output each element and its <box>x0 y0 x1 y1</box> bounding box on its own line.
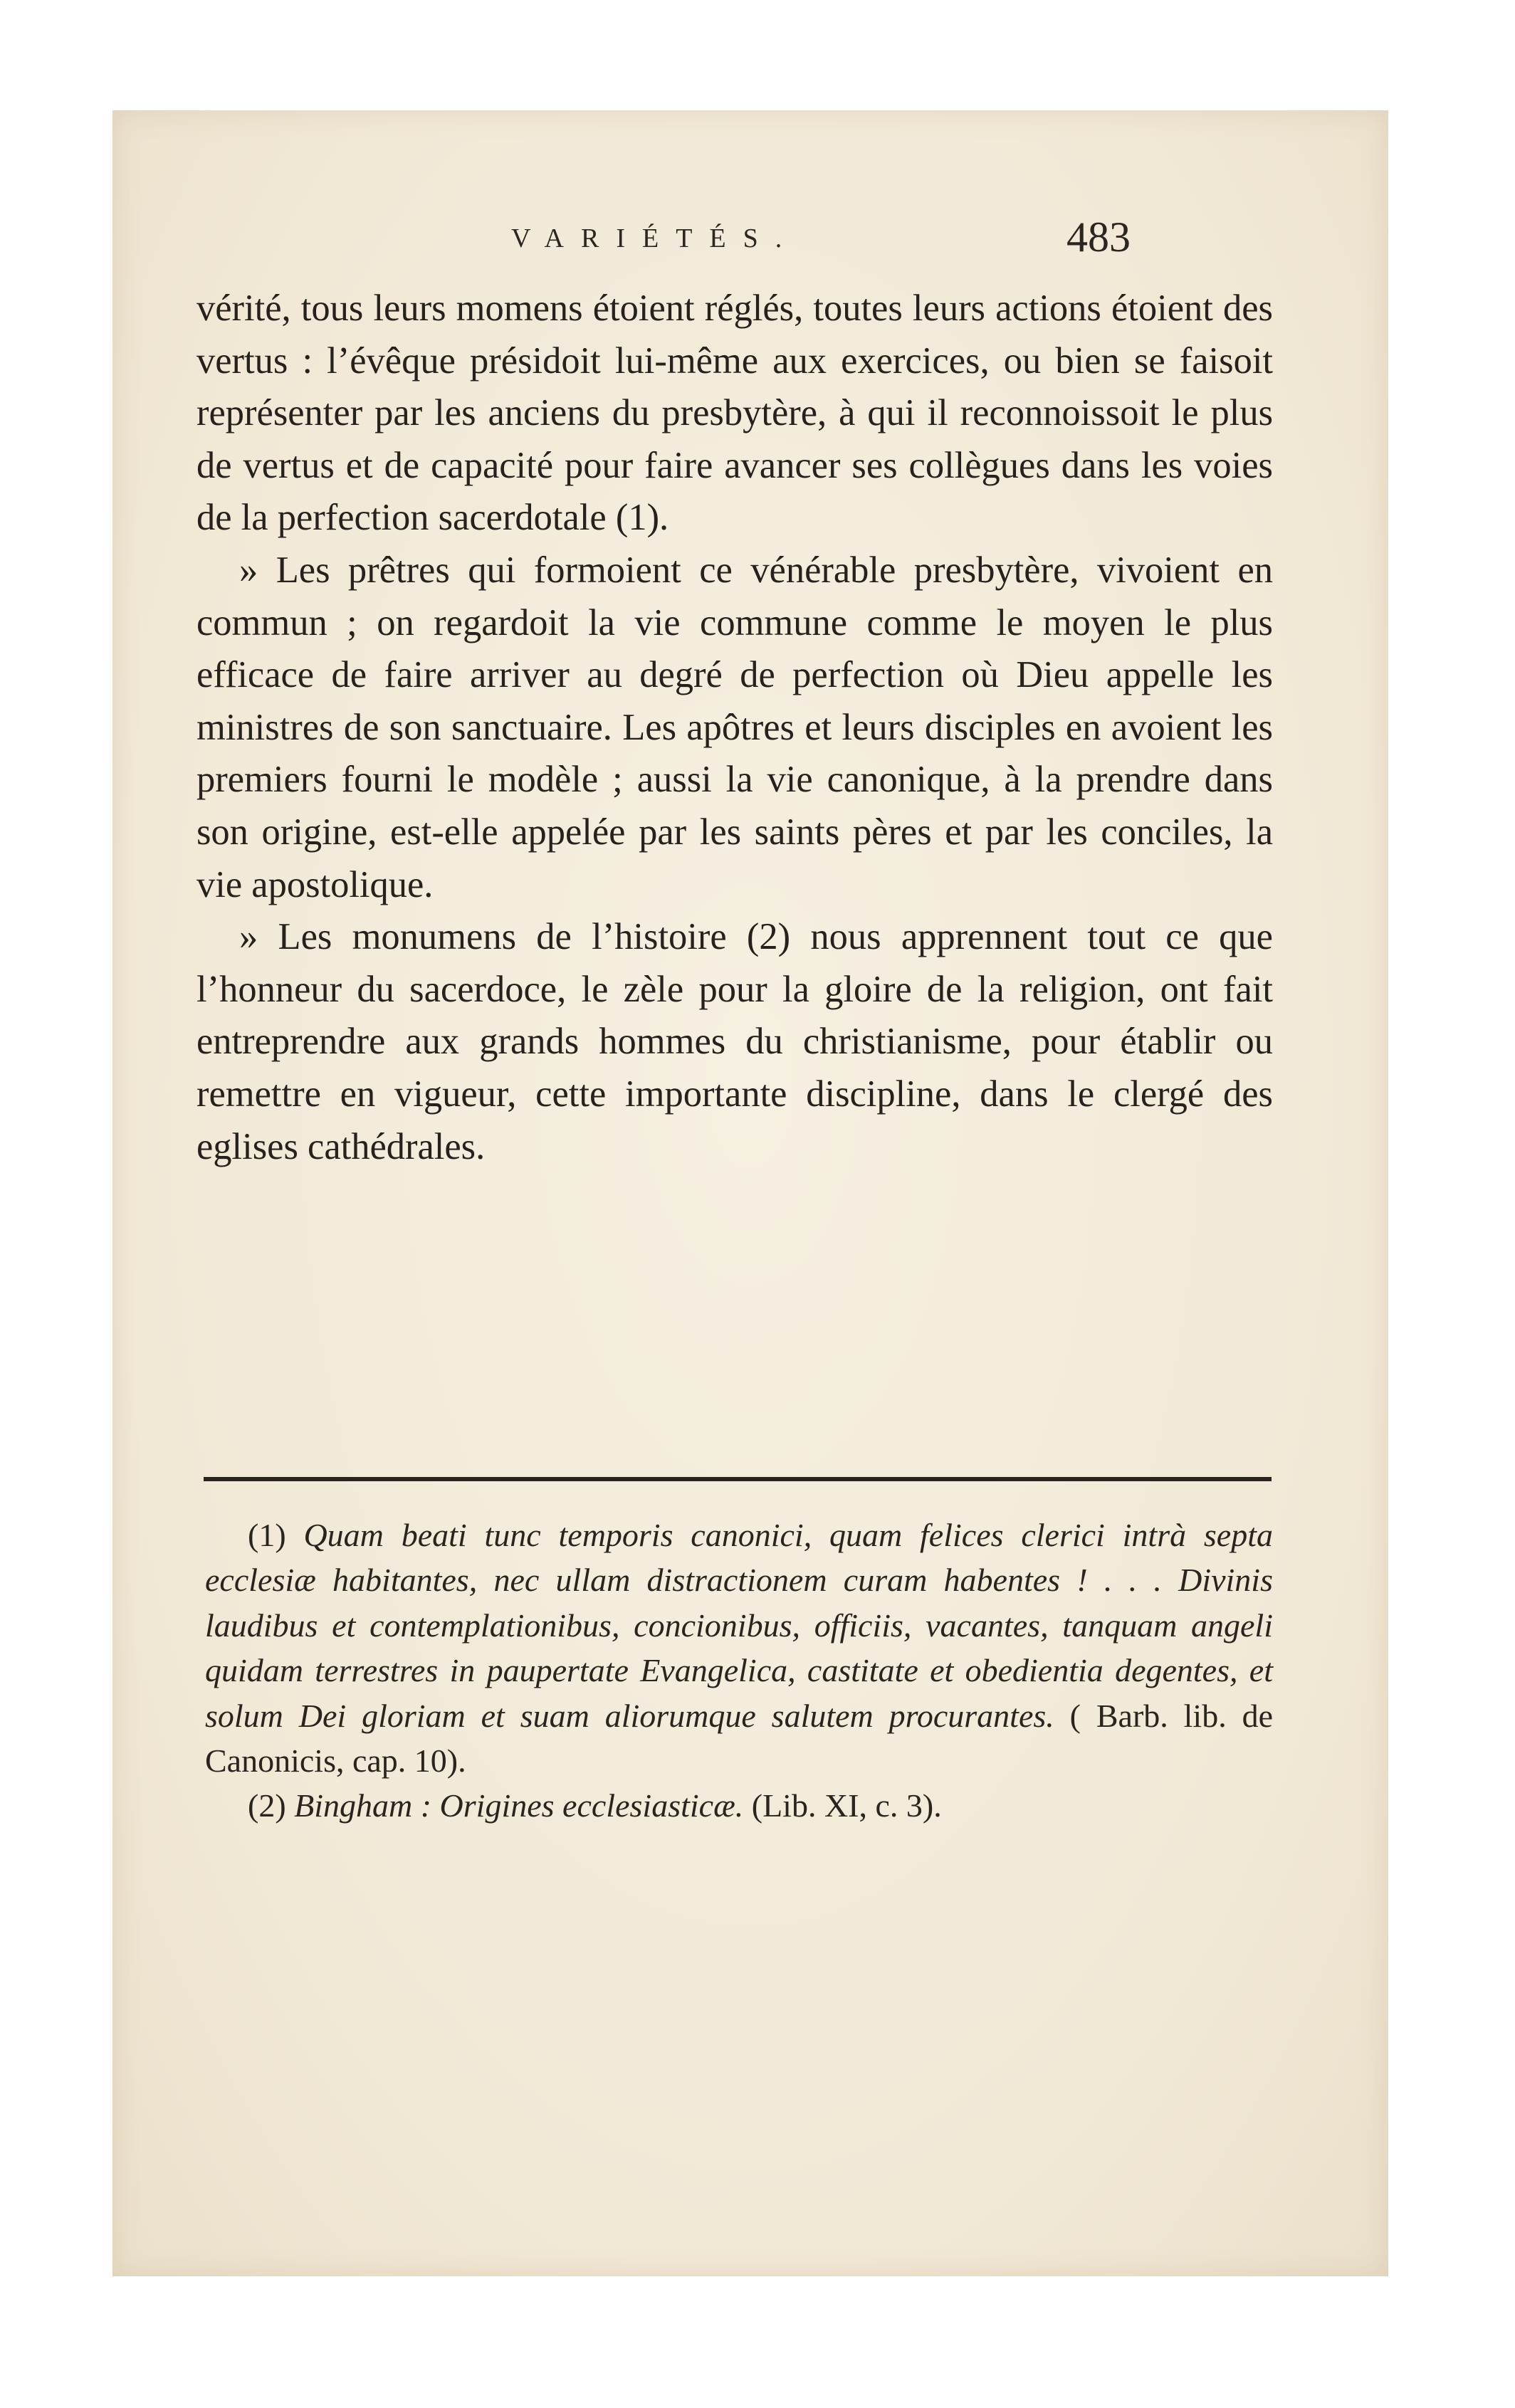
running-head <box>112 210 1388 267</box>
footnote-2-source: (Lib. XI, c. 3). <box>751 1787 942 1824</box>
footnote-1-quotation: Quam beati tunc temporis canonici, quam felices clerici intrà septa ecclesiæ habitantes, nec ullam distractionem curam habentes ! . . . Divinis laudibus et contemplationibus, concionibus, officiis, vacantes, tanquam angeli quidam terrestres in paupertate Evangelica, castitate et obedientia degentes, et solum Dei gloriam et suam aliorumque salutem procurantes. <box>205 1517 1273 1734</box>
footnote-1-marker: (1) <box>248 1517 286 1553</box>
footnote-2-title: Bingham : Origines ecclesiasticæ. <box>294 1787 744 1824</box>
scanned-page <box>112 110 1388 2276</box>
paragraph-3: » Les monumens de l’histoire (2) nous apprennent tout ce que l’honneur du sacerdoce, le zèle pour la gloire de la religion, ont fait entreprendre aux grands hommes du christianisme, pour établir ou remettre en vigueur, cette importante discipline, dans le clergé des eglises cathédrales. <box>196 916 1273 1167</box>
footnote-1-source: ( Barb. lib. de Canonicis, cap. 10). <box>205 1697 1273 1779</box>
footnote-separator <box>204 1477 1272 1481</box>
paragraph-1: vérité, tous leurs momens étoient réglés, toutes leurs actions étoient des vertus : l’évêque présidoit lui-même aux exercices, ou bien se faisoit représenter par les anciens du presbytère, à qui il reconnoissoit le plus de vertus et de capacité pour faire avancer ses collègues dans les voies de la perfection sacerdotale (1). <box>196 288 1273 539</box>
footnote-1 <box>205 1513 1273 1783</box>
footnotes <box>205 1513 1273 1829</box>
footnote-2-marker: (2) <box>248 1787 286 1824</box>
paragraph-2: » Les prêtres qui formoient ce vénérable presbytère, vivoient en commun ; on regardoit la vie commune comme le moyen le plus efficace de faire arriver au degré de perfection où Dieu appelle les ministres de son sanctuaire. Les apôtres et leurs disciples en avoient les premiers fourni le modèle ; aussi la vie canonique, à la prendre dans son origine, est-elle appelée par les saints pères et par les conciles, la vie apostolique. <box>196 549 1273 905</box>
running-title: VARIÉTÉS. <box>511 224 800 253</box>
page-number: 483 <box>1066 214 1131 261</box>
body-text <box>196 283 1273 1173</box>
footnote-2 <box>205 1783 1273 1828</box>
